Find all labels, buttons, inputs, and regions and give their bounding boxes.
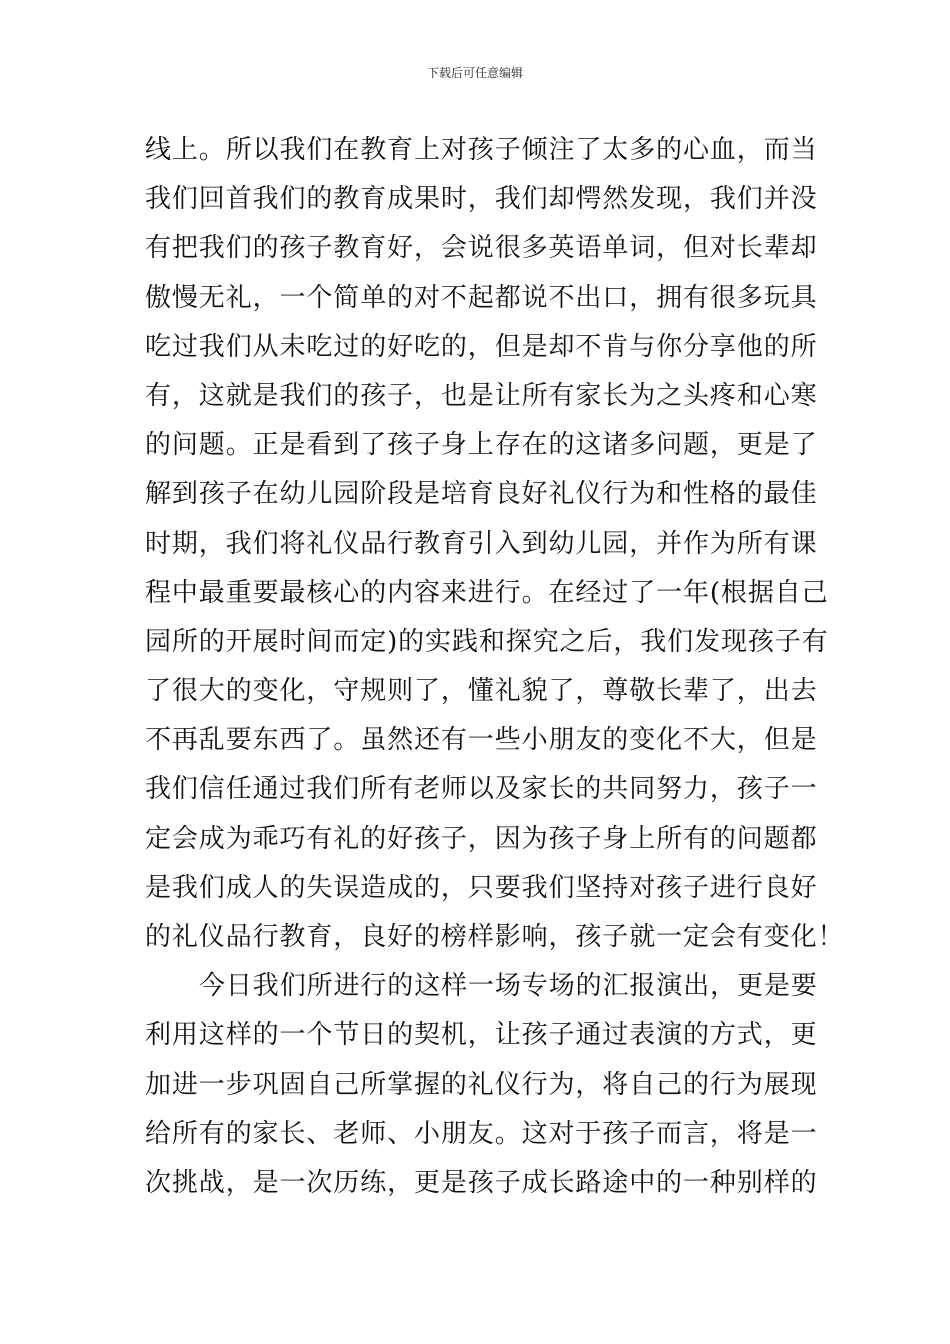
text-line: 解到孩子在幼儿园阶段是培育良好礼仪行为和性格的最佳: [145, 479, 818, 510]
body-text: [145, 126, 845, 1208]
text-line: 吃过我们从未吃过的好吃的，但是却不肯与你分享他的所: [145, 331, 818, 362]
text-line: 的问题。正是看到了孩子身上存在的这诸多问题，更是了: [145, 430, 818, 461]
text-line: 有，这就是我们的孩子，也是让所有家长为之头疼和心寒: [145, 380, 818, 411]
text-line: 了很大的变化，守规则了，懂礼貌了，尊敬长辈了，出去: [145, 676, 818, 707]
text-line: 的礼仪品行教育，良好的榜样影响，孩子就一定会有变化！: [145, 922, 845, 952]
text-line: 有把我们的孩子教育好，会说很多英语单词，但对长辈却: [145, 233, 818, 264]
header-note: 下载后可任意编辑: [426, 66, 523, 80]
text-line: 次挑战，是一次历练，更是孩子成长路途中的一种别样的: [145, 1167, 818, 1198]
text-line: 是我们成人的失误造成的，只要我们坚持对孩子进行良好: [145, 872, 818, 903]
text-line: 定会成为乖巧有礼的好孩子，因为孩子身上所有的问题都: [145, 823, 818, 854]
text-line: 加进一步巩固自己所掌握的礼仪行为，将自己的行为展现: [145, 1069, 818, 1100]
text-line: 不再乱要东西了。虽然还有一些小朋友的变化不大，但是: [145, 725, 818, 756]
text-line: 时期，我们将礼仪品行教育引入到幼儿园，并作为所有课: [145, 528, 818, 559]
text-line: 我们回首我们的教育成果时，我们却愕然发现，我们并没: [145, 184, 818, 215]
text-line: 傲慢无礼，一个简单的对不起都说不出口，拥有很多玩具: [145, 282, 818, 313]
text-line: 园所的开展时间而定)的实践和探究之后，我们发现孩子有: [145, 626, 829, 657]
text-line: 线上。所以我们在教育上对孩子倾注了太多的心血，而当: [145, 135, 818, 165]
paragraph-start-line: 今日我们所进行的这样一场专场的汇报演出，更是要: [199, 971, 818, 1002]
text-line: 我们信任通过我们所有老师以及家长的共同努力，孩子一: [145, 774, 818, 805]
text-line: 程中最重要最核心的内容来进行。在经过了一年(根据自己: [145, 577, 829, 608]
text-line: 给所有的家长、老师、小朋友。这对于孩子而言，将是一: [145, 1118, 818, 1149]
text-line: 利用这样的一个节日的契机，让孩子通过表演的方式，更: [145, 1020, 818, 1051]
